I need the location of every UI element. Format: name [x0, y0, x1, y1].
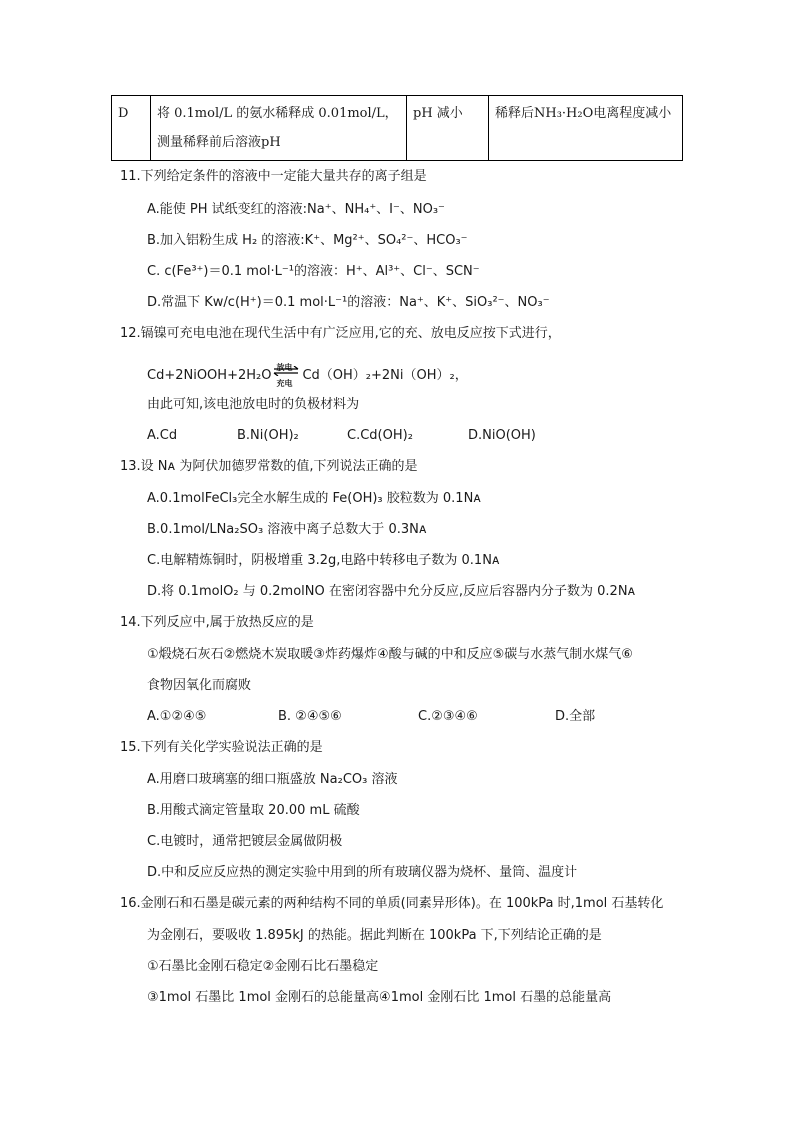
question-12-stem: 12.镉镍可充电电池在现代生活中有广泛应用,它的充、放电反应按下式进行，: [120, 326, 561, 341]
arrow-label-charge: 充电: [276, 379, 293, 388]
table-cell-option: D: [112, 96, 151, 161]
question-15-option-c: C.电镀时，通常把镀层金属做阴极: [147, 834, 343, 849]
question-15-option-b: B.用酸式滴定管量取 20.00 mL 硫酸: [147, 803, 360, 818]
question-16-line3: ①石墨比金刚石稳定②金刚石比石墨稳定: [147, 959, 379, 974]
question-14-stem: 14.下列反应中,属于放热反应的是: [120, 615, 314, 630]
question-16-line4: ③1mol 石墨比 1mol 金刚石的总能量高④1mol 金刚石比 1mol 石墨的总能量高: [147, 990, 612, 1005]
question-14-option-c: C.②③④⑥: [418, 709, 478, 724]
question-11-stem: 11.下列给定条件的溶液中一定能大量共存的离子组是: [120, 169, 427, 184]
question-14-line1: ①煅烧石灰石②燃烧木炭取暖③炸药爆炸④酸与碱的中和反应⑤碳与水蒸气制水煤气⑥: [147, 647, 633, 662]
question-13-option-d: D.将 0.1molO₂ 与 0.2molNO 在密闭容器中允分反应,反应后容器内分子数为 0.2Nᴀ: [147, 584, 636, 599]
question-11-option-d: D.常温下 Kw/c(H⁺)＝0.1 mol·L⁻¹的溶液：Na⁺、K⁺、SiO₃²⁻、NO₃⁻: [147, 295, 550, 310]
table-row: [112, 96, 683, 161]
equation-left: Cd+2NiOOH+2H₂O: [147, 368, 272, 383]
question-12-option-c: C.Cd(OH)₂: [347, 428, 413, 443]
question-13-option-a: A.0.1molFeCl₃完全水解生成的 Fe(OH)₃ 胶粒数为 0.1Nᴀ: [147, 491, 481, 506]
question-12-line2: 由此可知,该电池放电时的负极材料为: [147, 397, 360, 412]
question-11-option-b: B.加入铝粉生成 H₂ 的溶液:K⁺、Mg²⁺、SO₄²⁻、HCO₃⁻: [147, 233, 468, 248]
question-15-stem: 15.下列有关化学实验说法正确的是: [120, 740, 323, 755]
question-12-option-a: A.Cd: [147, 428, 178, 443]
question-16-stem: 16.金刚石和石墨是碳元素的两种结构不同的单质(同素异形体)。在 100kPa 时,1mol 石基转化: [120, 896, 664, 911]
question-12-equation: [147, 364, 707, 386]
arrow-label-discharge: 放电: [276, 363, 293, 372]
table-cell-conclusion: 稀释后NH₃·H₂O电离程度减小: [489, 96, 683, 161]
experiment-table: [111, 95, 683, 161]
question-14-option-a: A.①②④⑤: [147, 709, 207, 724]
question-14-option-d: D.全部: [555, 709, 596, 724]
question-13-option-c: C.电解精炼铜时，阴极增重 3.2g,电路中转移电子数为 0.1Nᴀ: [147, 553, 500, 568]
question-14-option-b: B. ②④⑤⑥: [278, 709, 342, 724]
question-13-stem: 13.设 Nᴀ 为阿伏加德罗常数的值,下列说法正确的是: [120, 459, 418, 474]
table-cell-phenomenon: pH 减小: [407, 96, 489, 161]
equation-right: Cd（OH）₂+2Ni（OH）₂，: [302, 368, 468, 383]
question-11-option-c: C. c(Fe³⁺)＝0.1 mol·L⁻¹的溶液：H⁺、Al³⁺、Cl⁻、SCN⁻: [147, 264, 480, 279]
table-cell-operation: 将 0.1mol/L 的氨水稀释成 0.01mol/L，测量稀释前后溶液pH: [151, 96, 407, 161]
question-12-option-d: D.NiO(OH): [468, 428, 536, 443]
question-15-option-d: D.中和反应反应热的测定实验中用到的所有玻璃仪器为烧杯、量筒、温度计: [147, 865, 578, 880]
question-12-option-b: B.Ni(OH)₂: [237, 428, 299, 443]
question-16-line2: 为金刚石，要吸收 1.895kJ 的热能。据此判断在 100kPa 下,下列结论正确的是: [147, 928, 602, 943]
reversible-arrow-icon: [273, 363, 299, 388]
question-13-option-b: B.0.1mol/LNa₂SO₃ 溶液中离子总数大于 0.3Nᴀ: [147, 522, 427, 537]
question-15-option-a: A.用磨口玻璃塞的细口瓶盛放 Na₂CO₃ 溶液: [147, 772, 398, 787]
question-11-option-a: A.能使 PH 试纸变红的溶液:Na⁺、NH₄⁺、I⁻、NO₃⁻: [147, 202, 445, 217]
question-14-line2: 食物因氧化而腐败: [147, 678, 252, 693]
